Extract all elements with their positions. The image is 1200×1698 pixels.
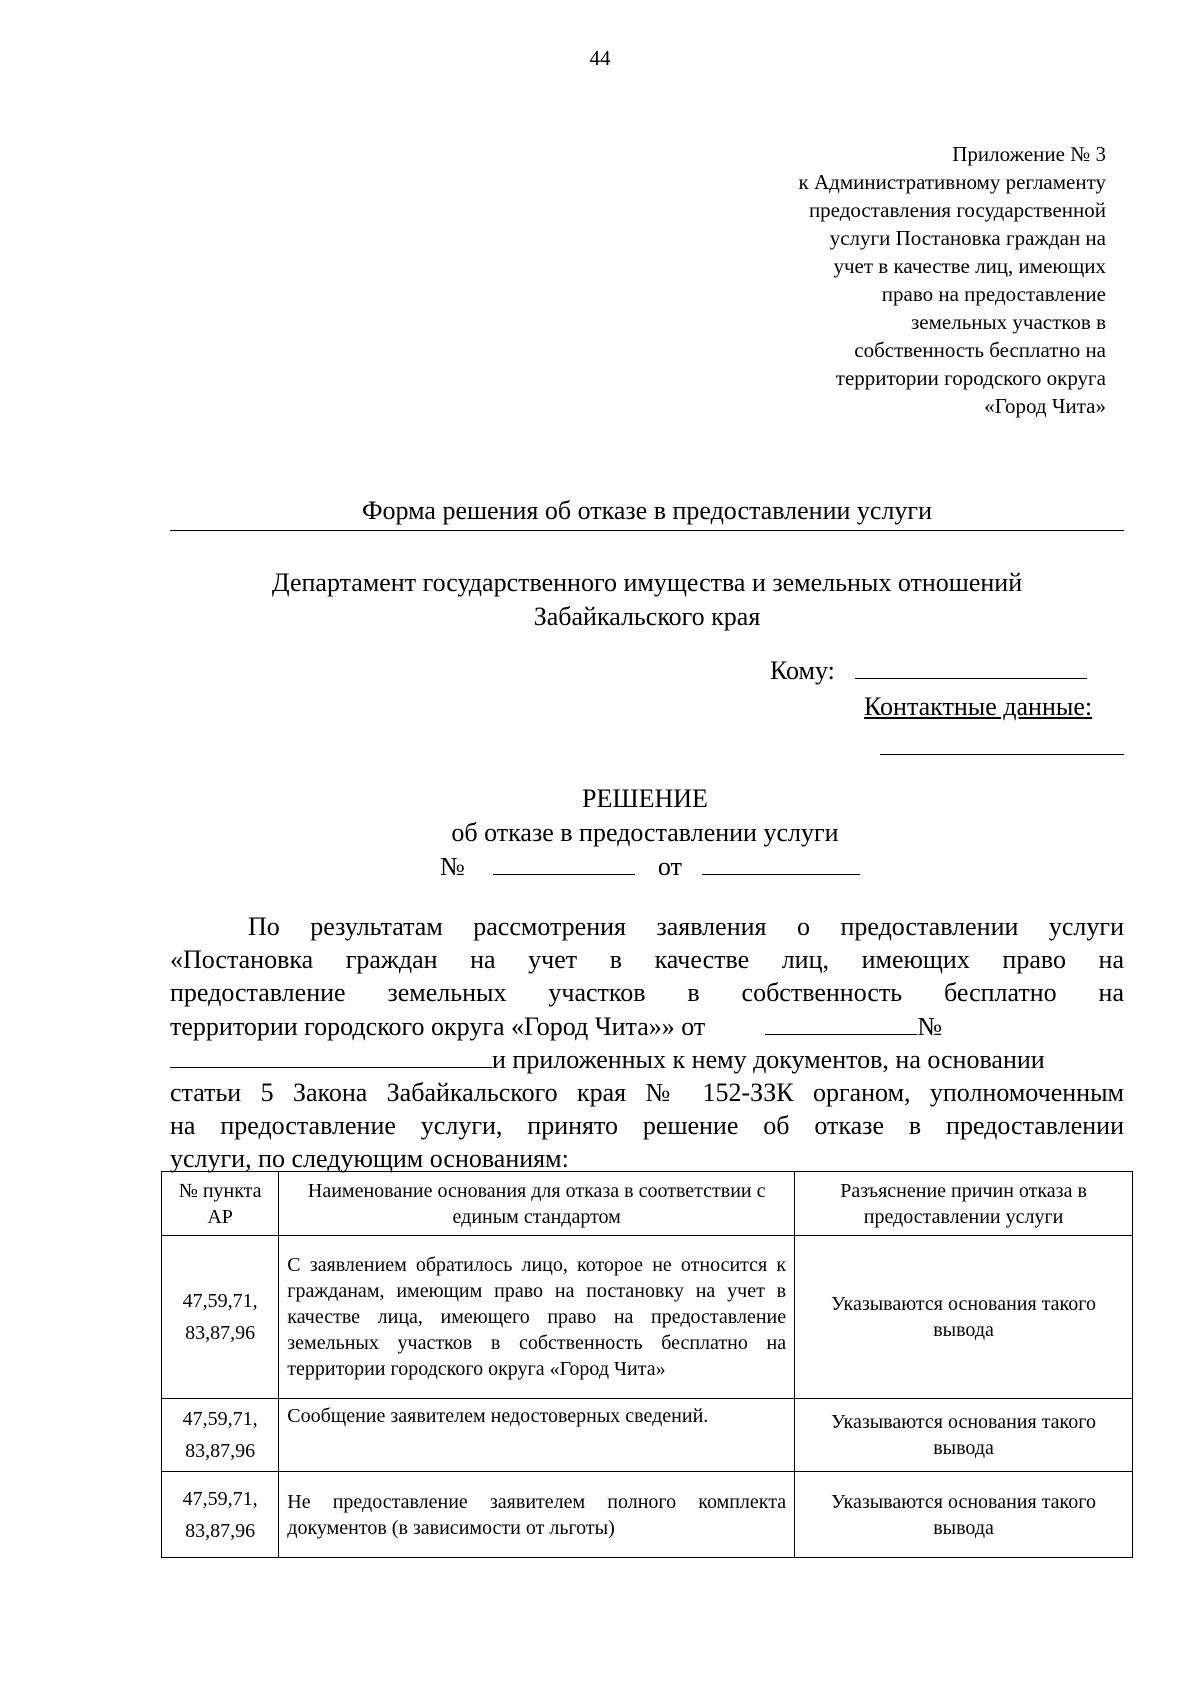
- body-line: услуги, по следующим основаниям:: [170, 1144, 569, 1174]
- department-line-1: Департамент государственного имущества и земельных отношений: [271, 568, 1023, 597]
- number-blank: [493, 874, 635, 875]
- recipient-row: [770, 656, 1087, 686]
- number-label: №: [440, 852, 465, 881]
- header-cell: Наименование основания для отказа в соответствии с единым стандартом: [279, 1172, 795, 1236]
- body-line: [170, 1010, 1124, 1043]
- number-blank: [170, 1066, 492, 1068]
- date-blank: [702, 874, 860, 875]
- department-line-2: Забайкальского края: [533, 602, 761, 631]
- ground-cell: Сообщение заявителем недостоверных сведений.: [279, 1399, 795, 1472]
- title-divider: [170, 530, 1124, 531]
- explanation-cell: Указываются основания такого вывода: [795, 1236, 1133, 1399]
- decision-number-row: [440, 852, 860, 882]
- annex-line: предоставления государственной: [808, 198, 1106, 222]
- body-line-part: и приложенных к нему документов, на основании: [492, 1044, 1045, 1074]
- annex-line: к Административному регламенту: [798, 170, 1106, 194]
- table-row: [162, 1236, 1133, 1399]
- to-label: Кому:: [770, 656, 835, 685]
- annex-line: учет в качестве лиц, имеющих: [833, 254, 1106, 278]
- table-row: [162, 1399, 1133, 1472]
- body-line: [170, 1043, 1124, 1076]
- ar-points-cell: 47,59,71, 83,87,96: [162, 1236, 279, 1399]
- body-line: статьи 5 Закона Забайкальского края № 152-ЗЗК органом, уполномоченным: [170, 1078, 1124, 1108]
- decision-subtitle: об отказе в предоставлении услуги: [451, 818, 839, 847]
- contact-label: Контактные данные:: [864, 692, 1093, 721]
- body-line: По результатам рассмотрения заявления о предоставлении услуги: [248, 912, 1124, 941]
- refusal-grounds-table: [161, 1171, 1133, 1558]
- page-number: 44: [589, 46, 611, 70]
- department-name: [170, 566, 1124, 634]
- body-line-part: №: [917, 1011, 943, 1041]
- form-title: Форма решения об отказе в предоставлении услуги: [362, 496, 932, 525]
- date-blank: [765, 1033, 917, 1035]
- annex-line: право на предоставление: [881, 282, 1106, 306]
- annex-line: услуги Постановка граждан на: [829, 226, 1106, 250]
- contact-blank: [880, 754, 1124, 755]
- table-row: [162, 1472, 1133, 1558]
- annex-header: [586, 140, 1106, 420]
- table-header-row: [162, 1172, 1133, 1236]
- header-cell: Разъяснение причин отказа в предоставлении услуги: [795, 1172, 1133, 1236]
- body-line: на предоставление услуги, принято решение об отказе в предоставлении: [170, 1111, 1124, 1141]
- recipient-blank: [855, 678, 1087, 679]
- decision-title: РЕШЕНИЕ: [582, 784, 708, 813]
- header-cell: № пункта АР: [162, 1172, 279, 1236]
- ar-points-cell: 47,59,71, 83,87,96: [162, 1399, 279, 1472]
- annex-line: «Город Чита»: [984, 394, 1106, 418]
- annex-line: территории городского округа: [835, 366, 1106, 390]
- annex-line: собственность бесплатно на: [854, 338, 1106, 362]
- body-line: предоставление земельных участков в собственность бесплатно на: [170, 978, 1124, 1008]
- ar-points-cell: 47,59,71, 83,87,96: [162, 1472, 279, 1558]
- annex-line: земельных участков в: [911, 310, 1106, 334]
- ground-cell: С заявлением обратилось лицо, которое не относится к гражданам, имеющим право на постановку на учет в качестве лица, имеющего право на предоставление земельных участков в собственность бесплатно на территории городского округа «Город Чита»: [279, 1236, 795, 1399]
- body-line: «Постановка граждан на учет в качестве лиц, имеющих право на: [170, 945, 1124, 975]
- body-line-part: территории городского округа «Город Чита»» от: [170, 1011, 706, 1041]
- ground-cell: Не предоставление заявителем полного комплекта документов (в зависимости от льготы): [279, 1472, 795, 1558]
- decision-body: [170, 910, 1124, 1176]
- explanation-cell: Указываются основания такого вывода: [795, 1472, 1133, 1558]
- annex-line: Приложение № 3: [952, 142, 1106, 166]
- explanation-cell: Указываются основания такого вывода: [795, 1399, 1133, 1472]
- date-label: от: [657, 852, 682, 881]
